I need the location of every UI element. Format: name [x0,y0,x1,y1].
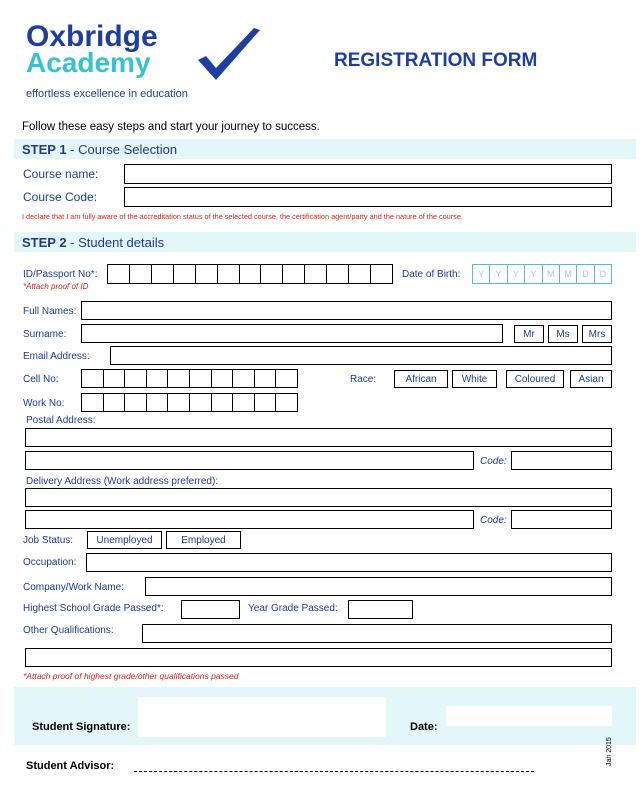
occupation-input[interactable] [86,553,612,572]
postal-line1-input[interactable] [25,428,612,447]
year-label: Year Grade Passed: [248,603,338,614]
title-mr-button[interactable]: Mr [514,325,544,343]
dob-input[interactable]: Y Y Y Y M M D D [472,264,612,284]
postal-code-input[interactable] [511,451,612,470]
race-white-button[interactable]: White [452,370,497,388]
other-qual-label: Other Qualifications: [23,625,114,636]
course-code-input[interactable] [124,187,612,207]
advisor-label: Student Advisor: [26,760,115,772]
step1-heading [22,142,177,157]
email-input[interactable] [110,346,612,365]
logo [24,22,274,102]
id-label: ID/Passport No*: [23,269,98,280]
dob-label: Date of Birth: [402,269,461,280]
advisor-line[interactable] [134,771,534,772]
surname-input[interactable] [81,324,503,343]
cell-label: Cell No: [23,374,59,385]
id-note: *Attach proof of ID [23,282,89,291]
race-label: Race: [350,374,377,385]
signature-input[interactable] [138,697,386,737]
logo-line1: Oxbridge [26,20,158,53]
intro-text: Follow these easy steps and start your journey to success. [22,121,320,133]
title-mrs-button[interactable]: Mrs [582,325,612,343]
company-label: Company/Work Name: [23,582,124,593]
version-text: Jan 2015 [606,737,613,766]
delivery-label: Delivery Address (Work address preferred): [26,476,219,487]
race-african-button[interactable]: African [394,370,448,388]
job-unemployed-button[interactable]: Unemployed [87,531,162,549]
step1-title: - Course Selection [66,142,178,157]
work-input[interactable] [81,393,298,412]
form-title: REGISTRATION FORM [334,50,538,71]
postal-label: Postal Address: [26,415,96,426]
delivery-line2-input[interactable] [25,510,474,529]
delivery-line1-input[interactable] [25,488,612,507]
course-name-input[interactable] [124,164,612,184]
delivery-code-label: Code: [480,515,507,526]
title-ms-button[interactable]: Ms [548,325,578,343]
step1-num: STEP 1 [22,142,67,157]
year-input[interactable] [348,600,413,619]
occupation-label: Occupation: [23,557,77,568]
grade-input[interactable] [181,600,240,619]
race-coloured-button[interactable]: Coloured [506,370,564,388]
postal-line2-input[interactable] [25,451,474,470]
student-signature-label: Student Signature: [32,721,131,733]
course-name-label: Course name: [23,167,99,181]
other-qual-line2-input[interactable] [25,648,612,667]
delivery-code-input[interactable] [511,510,612,529]
postal-code-label: Code: [480,456,507,467]
id-input[interactable] [107,264,393,284]
course-code-label: Course Code: [23,190,98,204]
company-input[interactable] [145,577,612,596]
other-qual-line1-input[interactable] [142,624,612,643]
qual-note: *Attach proof of highest grade/other qualifications passed [23,671,239,681]
job-employed-button[interactable]: Employed [166,531,241,549]
declaration-text: I declare that I am fully aware of the accreditation status of the selected course, the certification agent/party and the nature of the course. [22,212,463,221]
step2-num: STEP 2 [22,235,67,250]
date-input[interactable] [446,706,612,726]
checkmark-icon [194,26,264,86]
email-label: Email Address: [23,351,90,362]
step2-heading [22,235,164,250]
logo-line2: Academy [26,47,151,78]
step2-title: - Student details [66,235,165,250]
cell-input[interactable] [81,369,298,388]
race-asian-button[interactable]: Asian [570,370,612,388]
date-label: Date: [410,721,438,733]
grade-label: Highest School Grade Passed*: [23,603,164,614]
tagline: effortless excellence in education [26,88,188,100]
surname-label: Surname: [23,329,67,340]
job-status-label: Job Status: [23,535,74,546]
full-names-input[interactable] [81,301,612,320]
work-label: Work No: [23,398,65,409]
full-names-label: Full Names: [23,306,77,317]
